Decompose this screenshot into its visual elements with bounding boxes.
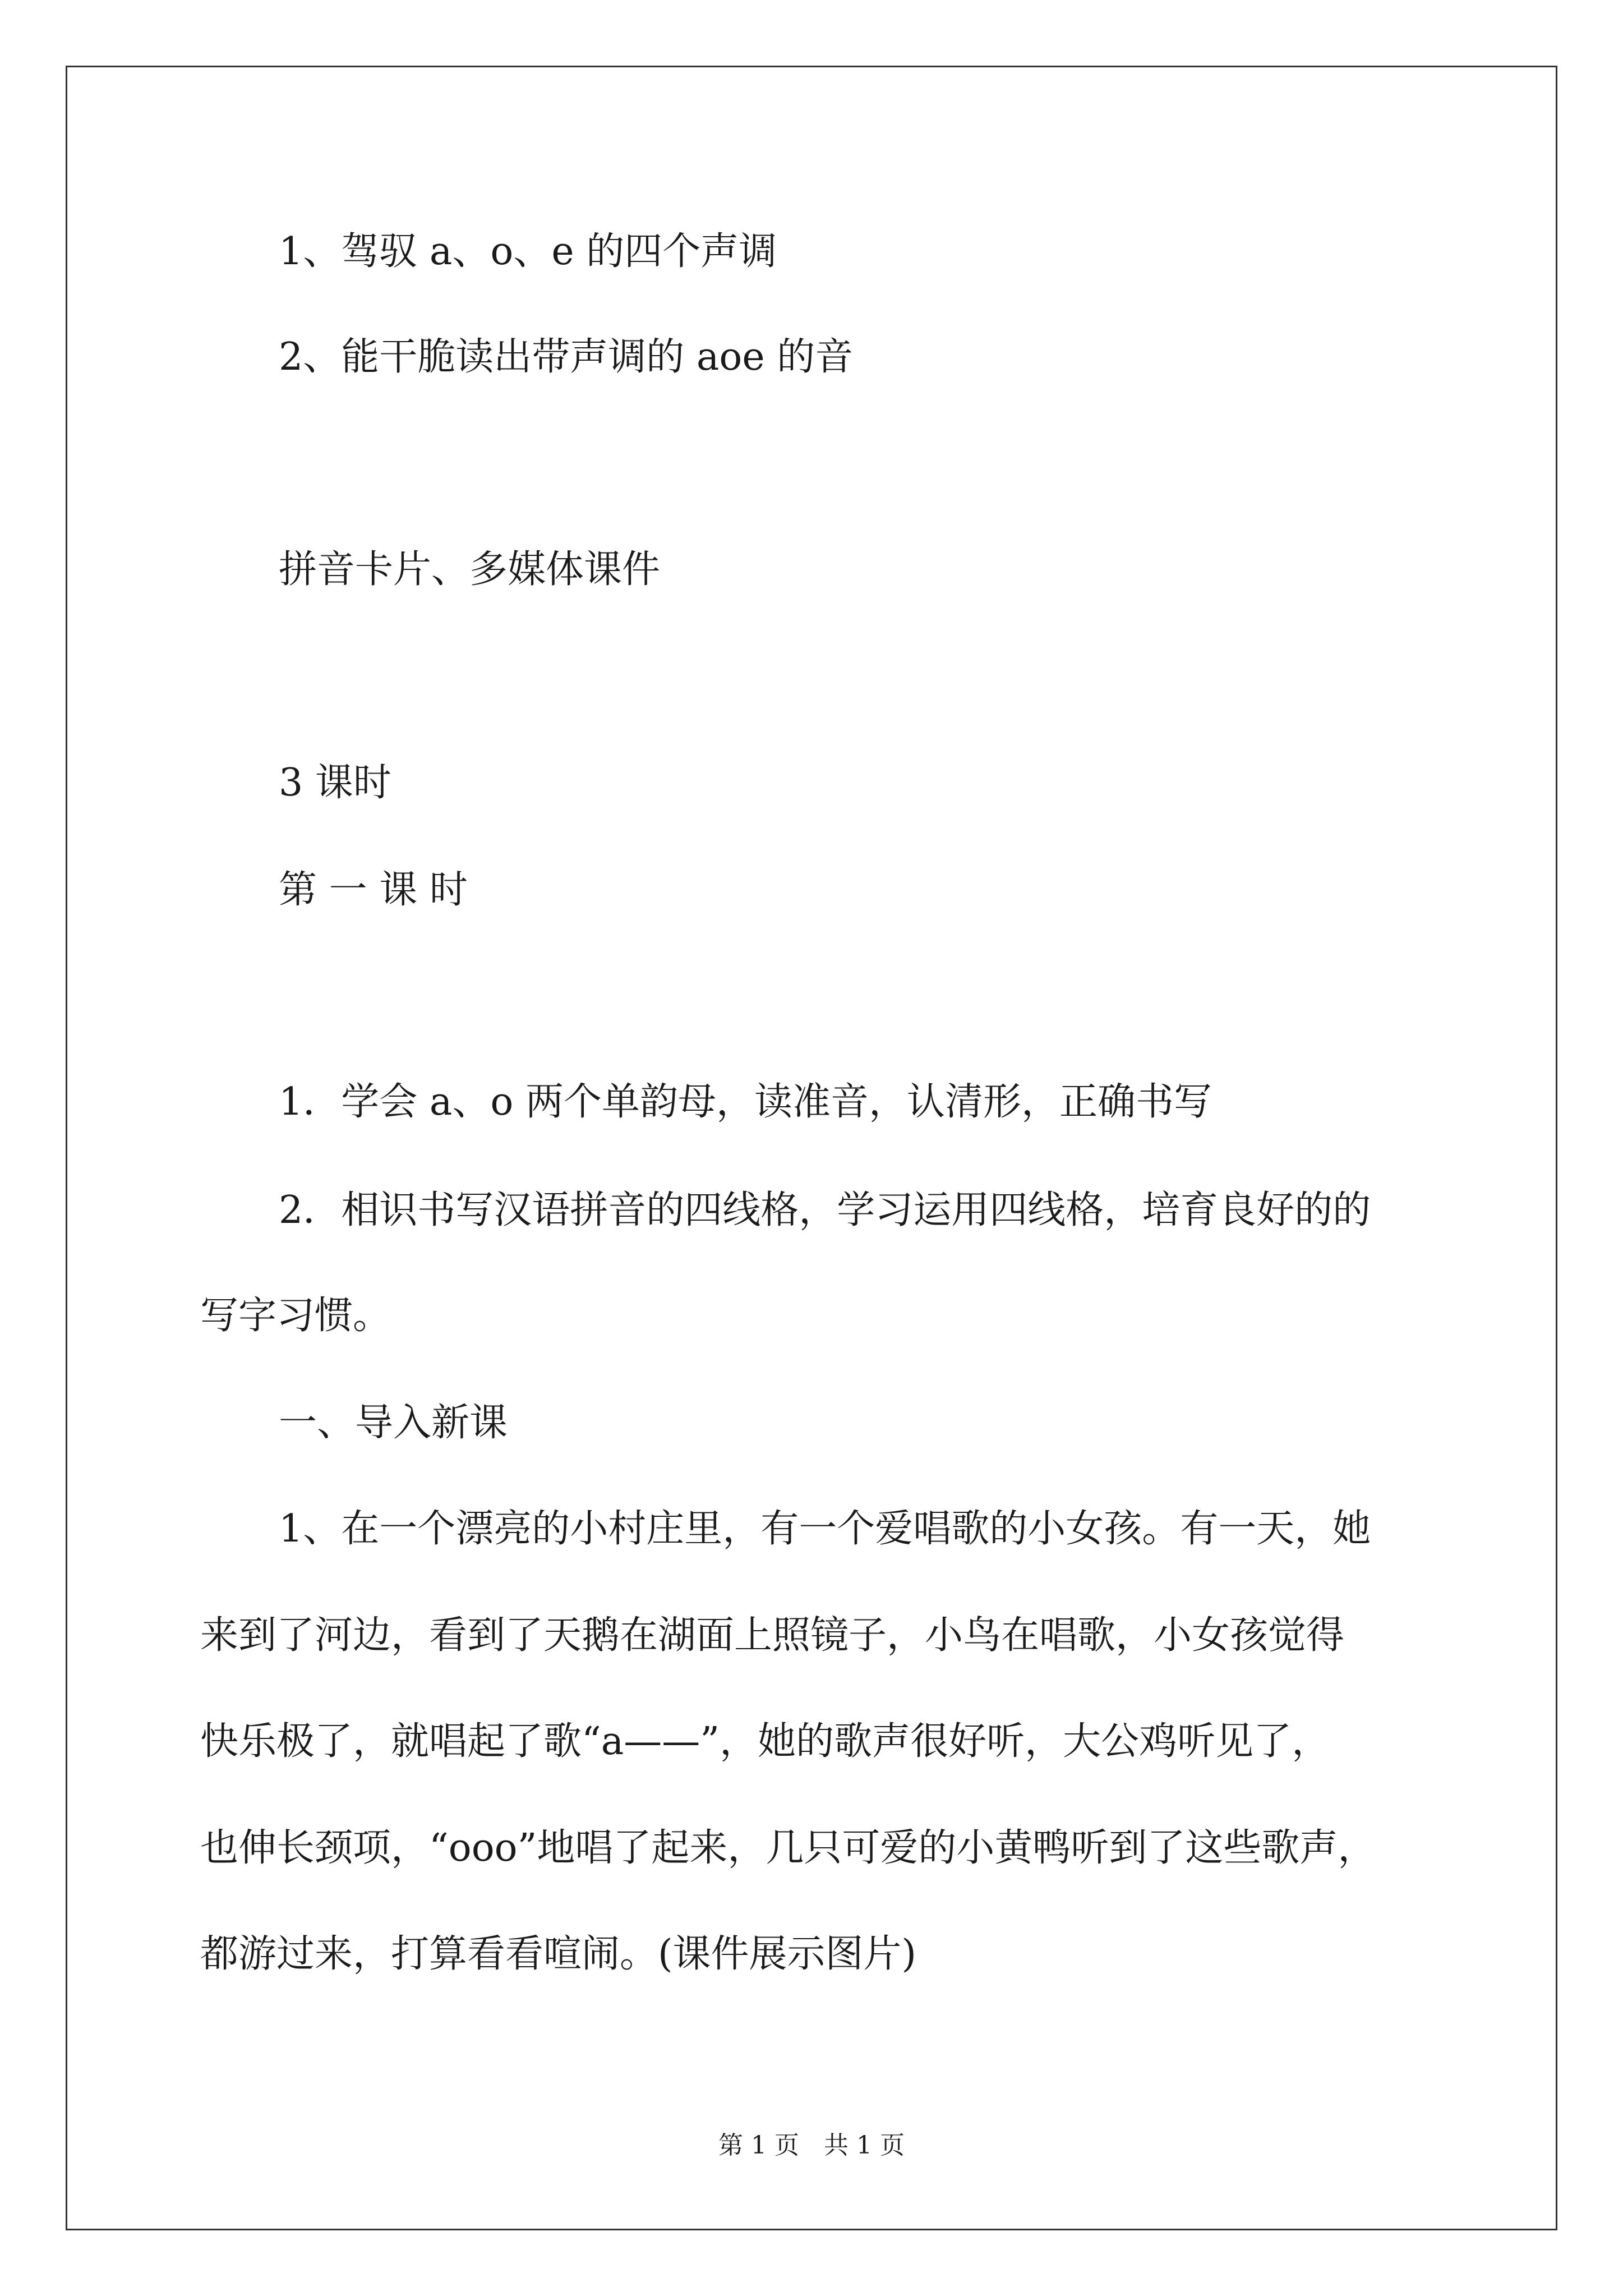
- story-line-1: 1、在一个漂亮的小村庄里，有一个爱唱歌的小女孩。有一天，她: [279, 1507, 1371, 1551]
- lesson-goal-2-line-1: 2．相识书写汉语拼音的四线格，学习运用四线格，培育良好的的: [279, 1188, 1371, 1232]
- story-line-4: 也伸长颈项，“ooo”地唱了起来，几只可爱的小黄鸭听到了这些歌声，: [200, 1826, 1376, 1870]
- story-line-5: 都游过来，打算看看喧闹。(课件展示图片): [200, 1932, 917, 1976]
- duration-text: 3 课时: [279, 761, 391, 805]
- section-heading: 一、导入新课: [279, 1401, 508, 1445]
- lesson-title: 第 一 课 时: [279, 868, 468, 912]
- story-line-2: 来到了河边，看到了天鹅在湖面上照镜子，小鸟在唱歌，小女孩觉得: [200, 1613, 1345, 1658]
- lesson-goal-1: 1．学会 a、o 两个单韵母，读准音，认清形，正确书写: [279, 1080, 1212, 1124]
- story-line-3: 快乐极了，就唱起了歌“a——”，她的歌声很好听，大公鸡听见了，: [200, 1719, 1330, 1764]
- objective-1: 1、驾驭 a、o、e 的四个声调: [279, 229, 777, 274]
- page-footer: 第 1 页 共 1 页: [718, 2131, 905, 2160]
- materials-text: 拼音卡片、多媒体课件: [279, 547, 661, 592]
- page-border: [66, 66, 1557, 2230]
- objective-2: 2、能干脆读出带声调的 aoe 的音: [279, 335, 854, 379]
- lesson-goal-2-line-2: 写字习惯。: [200, 1294, 391, 1338]
